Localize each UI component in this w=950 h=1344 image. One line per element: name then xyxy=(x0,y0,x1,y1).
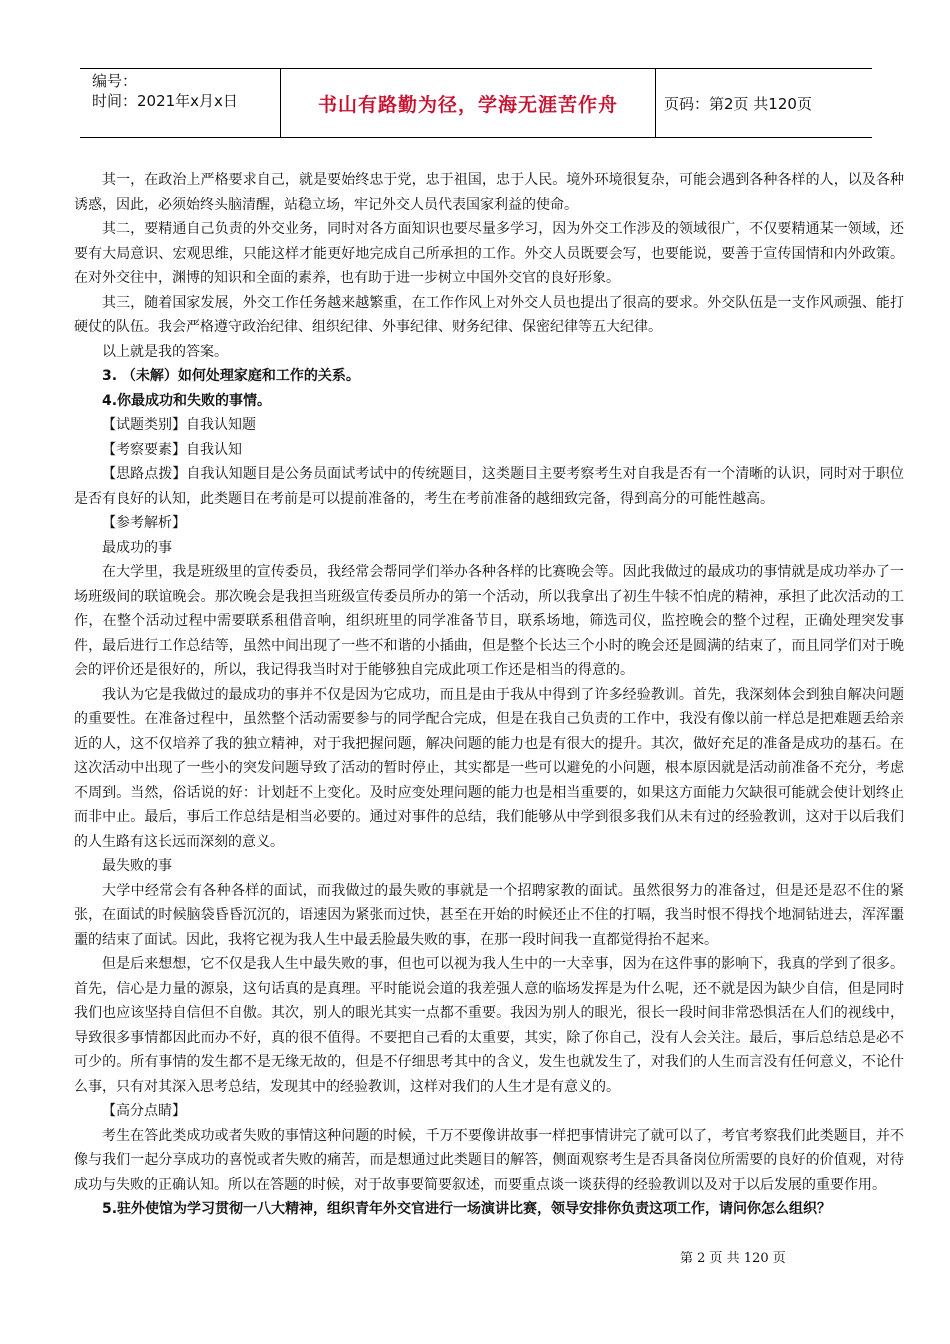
body-paragraph: 【考察要素】自我认知 xyxy=(102,441,242,458)
header-left-cell xyxy=(80,69,281,137)
document-number-label: 编号： xyxy=(92,72,138,90)
body-paragraph: 考生在答此类成功或者失败的事情这种问题的时候，千万不要像讲故事一样把事情讲完了就可以了，考官考察我们此类题目，并不像与我们一起分享成功的喜悦或者失败的痛苦，而是想通过此类题目的解答，侧面观察考生是否具备岗位所需要的良好的价值观，对待成功与失败的正确认知。所以在答题的时候，对于故事要简要叙述，而要重点谈一谈获得的经验教训以及对于以后发展的重要作用。 xyxy=(74,1127,904,1193)
body-paragraph: 最失败的事 xyxy=(102,858,172,874)
page-footer: 第 2 页 共 120 页 xyxy=(680,1251,786,1266)
body-paragraph: 在大学里，我是班级里的宣传委员，我经常会帮同学们举办各种各样的比赛晚会等。因此我做过的最成功的事情就是成功举办了一场班级间的联谊晚会。那次晚会是我担当班级宣传委员所办的第一个活动，所以我拿出了初生牛犊不怕虎的精神，承担了此次活动的工作，在整个活动过程中需要联系租借音响，组织班里的同学准备节目，联系场地，筛选司仪，监控晚会的整个过程，正确处理突发事件，最后进行工作总结等，虽然中间出现了一些不和谐的小插曲，但是整个长达三个小时的晚会还是圆满的结束了，而且同学们对于晚会的评价还是很好的，所以，我记得我当时对于能够独自完成此项工作还是相当的得意的。 xyxy=(74,564,904,678)
body-paragraph: 其三，随着国家发展，外交工作任务越来越繁重，在工作作风上对外交人员也提出了很高的要求。外交队伍是一支作风顽强、能打硬仗的队伍。我会严格遵守政治纪律、组织纪律、外事纪律、财务纪律、保密纪律等五大纪律。 xyxy=(74,294,904,335)
question-heading: 3. （未解）如何处理家庭和工作的关系。 xyxy=(102,368,360,384)
header-page-info: 页码：第2页 共120页 xyxy=(664,94,812,113)
body-paragraph: 以上就是我的答案。 xyxy=(102,343,228,360)
body-paragraph: 大学中经常会有各种各样的面试，而我做过的最失败的事就是一个招聘家教的面试。虽然很努力的准备过，但是还是忍不住的紧张，在面试的时候脑袋昏昏沉沉的，语速因为紧张而过快，甚至在开始的时候还止不住的打嗝，我当时恨不得找个地洞钻进去，浑浑噩噩的结束了面试。因此，我将它视为我人生中最丢脸最失败的事，在那一段时间我一直都觉得抬不起来。 xyxy=(74,882,904,948)
header-motto: 书山有路勤为径，学海无涯苦作舟 xyxy=(281,69,656,137)
body-paragraph: 【参考解析】 xyxy=(102,515,186,531)
document-time-label: 时间：2021年x月x日 xyxy=(92,92,238,110)
body-paragraph: 【高分点睛】 xyxy=(102,1103,186,1119)
body-paragraph: 其二，要精通自己负责的外交业务，同时对各方面知识也要尽量多学习，因为外交工作涉及的领域很广，不仅要精通某一领域，还要有大局意识、宏观思维，只能这样才能更好地完成自己所承担的工作。外交人员既要会写，也要能说，要善于宣传国情和内外政策。在对外交往中，渊博的知识和全面的素养，也有助于进一步树立中国外交官的良好形象。 xyxy=(74,221,904,286)
page-header xyxy=(80,68,872,138)
body-paragraph: 其一，在政治上严格要求自己，就是要始终忠于党，忠于祖国，忠于人民。境外环境很复杂，可能会遇到各种各样的人，以及各种诱惑，因此，必须始终头脑清醒，站稳立场，牢记外交人员代表国家利益的使命。 xyxy=(74,172,904,213)
body-paragraph: 【思路点拨】自我认知题目是公务员面试考试中的传统题目，这类题目主要考察考生对自我是否有一个清晰的认识，同时对于职位是否有良好的认知，此类题目在考前是可以提前准备的，考生在考前准备的越细致完备，得到高分的可能性越高。 xyxy=(74,466,904,507)
question-heading: 5.驻外使馆为学习贯彻一八大精神，组织青年外交官进行一场演讲比赛，领导安排你负责这项工作，请问你怎么组织？ xyxy=(102,1201,832,1217)
body-paragraph: 但是后来想想，它不仅是我人生中最失败的事，但也可以视为我人生中的一大幸事，因为在这件事的影响下，我真的学到了很多。首先，信心是力量的源泉，这句话真的是真理。平时能说会道的我差强人意的临场发挥是为什么呢，还不就是因为缺少自信，但是同时我们也应该坚持自信但不自傲。其次，别人的眼光其实一点都不重要。我因为别人的眼光，很长一段时间非常恐惧活在人们的视线中，导致很多事情都因此而办不好，真的很不值得。不要把自己看的太重要，其实，除了你自己，没有人会关注。最后，事后总结总是必不可少的。所有事情的发生都不是无缘无故的，但是不仔细思考其中的含义，发生也就发生了，对我们的人生而言没有任何意义，不论什么事，只有对其深入思考总结，发现其中的经验教训，这样对我们的人生才是有意义的。 xyxy=(74,956,904,1095)
body-paragraph: 【试题类别】自我认知题 xyxy=(102,417,256,433)
document-body xyxy=(74,168,904,1222)
body-paragraph: 我认为它是我做过的最成功的事并不仅是因为它成功，而且是由于我从中得到了许多经验教训。首先，我深刻体会到独自解决问题的重要性。在准备过程中，虽然整个活动需要参与的同学配合完成，但是在我自己负责的工作中，我没有像以前一样总是把难题丢给亲近的人，这不仅培养了我的独立精神，对于我把握问题，解决问题的能力也是有很大的提升。其次，做好充足的准备是成功的基石。在这次活动中出现了一些小的突发问题导致了活动的暂时停止，其实都是一些可以避免的小问题，根本原因就是活动前准备不充分，考虑不周到。当然，俗话说的好：计划赶不上变化。及时应变处理问题的能力也是相当重要的，如果这方面能力欠缺很可能就会使计划终止而非中止。最后，事后工作总结是相当必要的。通过对事件的总结，我们能够从中学到很多我们从未有过的经验教训，这对于以后我们的人生路有这长远而深刻的意义。 xyxy=(74,686,904,850)
question-heading: 4.你最成功和失败的事情。 xyxy=(102,392,272,409)
body-paragraph: 最成功的事 xyxy=(102,539,172,556)
